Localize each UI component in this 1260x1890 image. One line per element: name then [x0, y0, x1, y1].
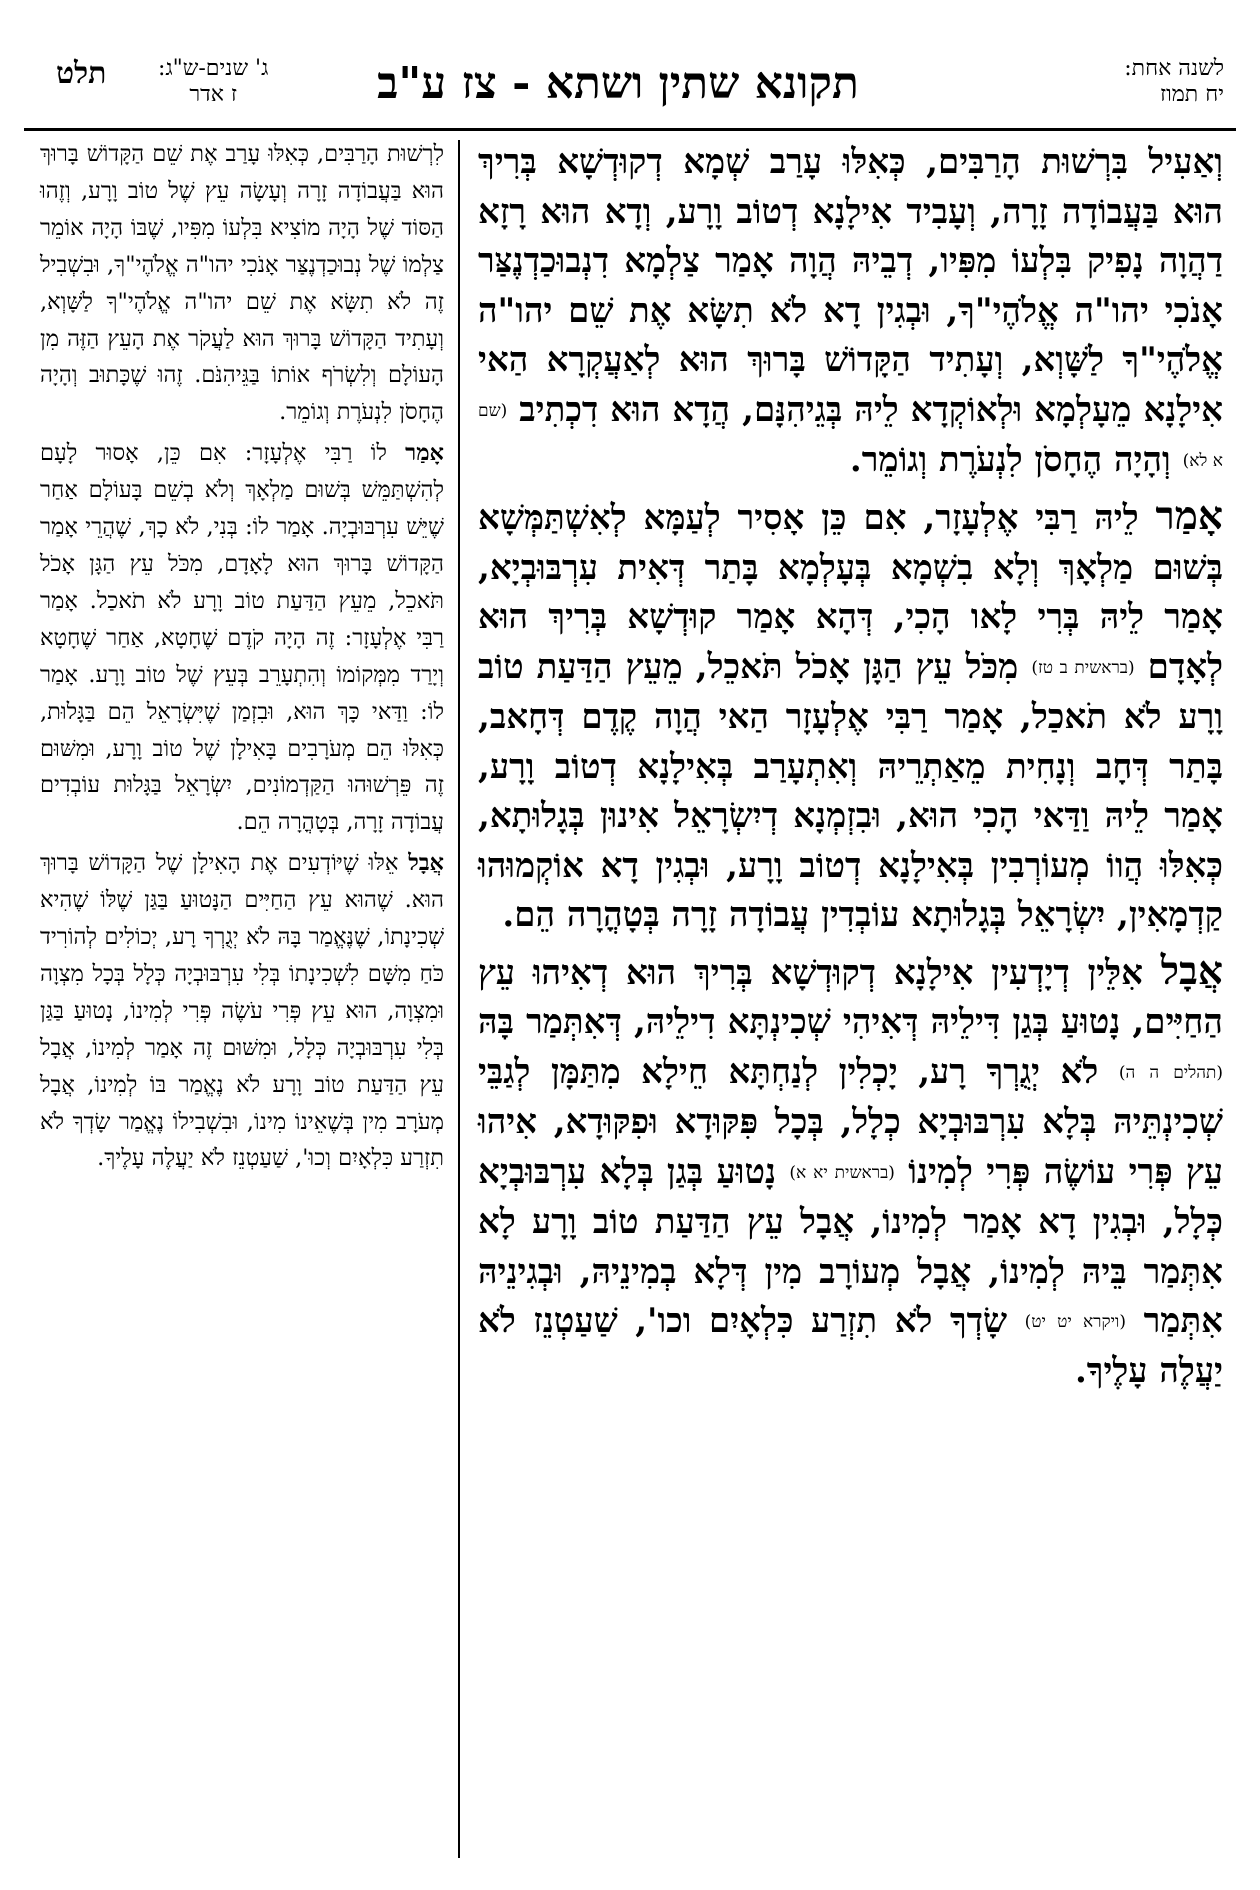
text-segment: וְהָיָה הֶחָסֹן לִנְעֹרֶת וְגוֹמֵר. [849, 439, 1171, 480]
page-header [38, 56, 1224, 126]
translation-paragraph [40, 845, 444, 1177]
paragraph-opener: אֲבָל [408, 850, 445, 877]
header-divider [24, 128, 1236, 131]
source-reference: (בראשית יא א) [789, 1162, 895, 1183]
text-segment: מִכֹּל עֵץ הַגָּן אָכֹל תֹּאכֵל, מֵעֵץ הַדַּעַת טוֹב וָרָע לֹא תֹאכַל, אָמַר רַבִּי אֶלְעָזָר הַאי הֲוָה קֶדֶם דְּחָאב, בָּתַר דְּחָב וְנָחִית מֵאַתְרֵיהּ וְאִתְעָרַב בְּאִילָנָא דְטוֹב וָרָע, אָמַר לֵיהּ וַדַּאי הָכִי הוּא, וּבִזְמְנָא דְיִשְׂרָאֵל אִינוּן בְּגָלוּתָא, כְּאִלּוּ הֲווֹ מְעוֹרְבִין בְּאִילָנָא דְטוֹב וָרָע, וּבְגִין דָא אוֹקְמוּהוּ קַדְמָאִין, יִשְׂרָאֵל בְּגָלוּתָא עוֹבְדִין עֲבוֹדָה זָרָה בְּטָהֳרָה הֵם. [478, 646, 1223, 936]
text-segment: לִרְשׁוּת הָרַבִּים, כְּאִלּוּ עָרַב אֶת שֵׁם הַקָּדוֹשׁ בָּרוּךְ הוּא בַּעֲבוֹדָה זָרָה וְעָשָׂה עֵץ שֶׁל טוֹב וָרָע, וְזֶהוּ הַסּוֹד שֶׁל הָיָה מוֹצִיא בִּלְעוֹ מִפִּיו, שֶׁבּוֹ הָיָה אוֹמֵר צַלְמוֹ שֶׁל נְבוּכַדְנֶצַּר אָנֹכִי יהו"ה אֱלֹהֶי"ךָ, וּבִשְׁבִיל זֶה לֹא תִשָּׂא אֶת שֵׁם יהו"ה אֱלֹהֶי"ךָ לַשָּׁוְא, וְעָתִיד הַקָּדוֹשׁ בָּרוּךְ הוּא לַעֲקֹר אֶת הָעֵץ הַזֶּה מִן הָעוֹלָם וְלִשְׂרֹף אוֹתוֹ בַּגֵּיהִנֹּם. זֶהוּ שֶׁכָּתוּב וְהָיָה הֶחָסֹן לִנְעֹרֶת וְגוֹמֵר. [40, 141, 444, 426]
text-segment: אֵלּוּ שֶׁיּוֹדְעִים אֶת הָאִילָן שֶׁל הַקָּדוֹשׁ בָּרוּךְ הוּא. שֶׁהוּא עֵץ הַחַיִּים הַנָּטוּעַ בַּגַּן שֶׁלּוֹ שֶׁהִיא שְׁכִינָתוֹ, שֶׁנֶּאֱמַר בָּהּ לֹא יְגֻרְךָ רָע, יְכוֹלִים לְהוֹרִיד כֹּחַ מִשָּׁם לִשְׁכִינָתוֹ בְּלִי עִרְבּוּבְיָה כְּלָל בְּכָל מִצְוָה וּמִצְוָה, הוּא עֵץ פְּרִי עֹשֶׂה פְּרִי לְמִינוֹ, נָטוּעַ בַּגַּן בְּלִי עִרְבּוּבְיָה כְּלָל, וּמִשּׁוּם זֶה אָמַר לְמִינוֹ, אֲבָל עֵץ הַדַּעַת טוֹב וָרָע לֹא נֶאֱמַר בּוֹ לְמִינוֹ, אֲבָל מְעֹרָב מִין בְּשֶׁאֵינוֹ מִינוֹ, וּבִשְׁבִילוֹ נֶאֱמַר שָׂדְךָ לֹא תִזְרַע כִּלְאָיִם וְכוּ', שַׁעַטְנֵז לֹא יַעֲלֶה עָלֶיךָ. [40, 850, 444, 1172]
daily-schedule-one-year [1124, 56, 1224, 108]
text-segment: נָטוּעַ בְּגַן בְּלָא עִרְבּוּבְיָא כְּלָל, וּבְגִין דָא אָמַר לְמִינוֹ, אֲבָל עֵץ הַדַּעַת טוֹב וָרָע לָא אִתְּמַר בֵּיהּ לְמִינוֹ, אֲבָל מְעוֹרָב מִין דְּלָא בְמִינֵיהּ, וּבְגִינֵיהּ אִתְּמַר [478, 1151, 1224, 1342]
main-paragraph [478, 492, 1223, 940]
paragraph-opener: אָמַר [405, 440, 444, 467]
translation-paragraph [40, 435, 444, 841]
main-paragraph [478, 947, 1223, 1397]
paragraph-opener: אָמַר [1155, 493, 1223, 540]
column-divider [458, 140, 460, 1858]
schedule-label: ג' שנים-ש"ג: [158, 56, 269, 81]
page-number: תלט [56, 56, 107, 91]
text-segment: וְאַעִיל בִּרְשׁוּת הָרַבִּים, כְּאִלּוּ עָרַב שְׁמָא דְקוּדְשָׁא בְּרִיךְ הוּא בַּעֲבוֹדָה זָרָה, וְעָבִיד אִילָנָא דְטוֹב וָרָע, וְדָא הוּא רָזָא דַהֲוָה נָפִיק בִּלְעוֹ מִפִּיו, דְבֵיהּ הֲוָה אָמַר צַלְמָא דִנְבוּכַדְנֶצַּר אָנֹכִי יהו"ה אֱלֹהֶי"ךָ, וּבְגִין דָא לֹא תִשָּׂא אֶת שֵׁם יהו"ה אֱלֹהֶי"ךָ לַשָּׁוְא, וְעָתִיד הַקָּדוֹשׁ בָּרוּךְ הוּא לְאַעֲקְרָא הַאי אִילָנָא מֵעָלְמָא וּלְאוֹקְדָא לֵיהּ בְּגֵיהִנָּם, הֲדָא הוּא דִכְתִיב [478, 142, 1223, 430]
source-reference: (בראשית ב טז) [1031, 657, 1135, 678]
page-title: תקונא שתין ושתא - צז ע"ב [377, 58, 859, 109]
text-segment: לֵיהּ רַבִּי אֶלְעָזָר, אִם כֵּן אָסִיר לְעַמָּא לְאִשְׁתַּמְּשָׁא בְּשׁוּם מַלְאָךְ וְלָא בִשְׁמָא בְּעָלְמָא בָּתַר דְּאִית עִרְבּוּבְיָא, אָמַר לֵיהּ בְּרִי לָאו הָכִי, דְּהָא אָמַר קוּדְשָׁא בְּרִיךְ הוּא לְאָדָם [478, 498, 1223, 687]
text-segment: שָׂדְךָ לֹא תִזְרַע כִּלְאָיִם וכו', שַׁעַטְנֵז לֹא יַעֲלֶה עָלֶיךָ. [478, 1301, 1223, 1392]
main-paragraph [478, 138, 1223, 486]
translation-column [40, 136, 444, 1856]
source-reference: (שם א לא) [478, 400, 1223, 471]
source-reference: (ויקרא יט יט) [1024, 1311, 1127, 1332]
schedule-label: לשנה אחת: [1124, 56, 1224, 81]
main-text-column [478, 138, 1223, 1858]
schedule-date: יח תמוז [1159, 82, 1224, 107]
translation-paragraph [40, 136, 444, 431]
daily-schedule-three-years [158, 56, 268, 108]
text-segment: אִלֵּין דְיָדְעִין אִילָנָא דְקוּדְשָׁא בְּרִיךְ הוּא דְאִיהוּ עֵץ הַחַיִּים, נָטוּעַ בְּגַן דִּילֵיהּ דְּאִיהִי שְׁכִינְתָּא דִילֵיהּ, דְּאִתְּמַר בָּהּ [478, 952, 1223, 1043]
text-segment: לֹא יְגֻרְךָ רָע, יָכְלִין לְנַחְתָּא חֵילָא מִתַּמָּן לְגַבֵּי שְׁכִינְתֵּיהּ בְּלָא עִרְבּוּבְיָא כְלָל, בְּכָל פִּקּוּדָא וּפִקּוּדָא, אִיהוּ עֵץ פְּרִי עוֹשֶׂה פְּרִי לְמִינוֹ [478, 1051, 1223, 1192]
text-segment: לוֹ רַבִּי אֶלְעָזָר: אִם כֵּן, אָסוּר לָעָם לְהִשְׁתַּמֵּשׁ בְּשׁוּם מַלְאָךְ וְלֹא בְשֵׁם בָּעוֹלָם אַחַר שֶׁיֵּשׁ עִרְבּוּבְיָה. אָמַר לוֹ: בְּנִי, לֹא כָךְ, שֶׁהֲרֵי אָמַר הַקָּדוֹשׁ בָּרוּךְ הוּא לָאָדָם, מִכֹּל עֵץ הַגָּן אָכֹל תֹּאכֵל, מֵעֵץ הַדַּעַת טוֹב וָרָע לֹא תֹאכַל. אָמַר רַבִּי אֶלְעָזָר: זֶה הָיָה קֹדֶם שֶׁחָטָא, אַחַר שֶׁחָטָא וְיָרַד מִמְּקוֹמוֹ וְהִתְעָרֵב בְּעֵץ שֶׁל טוֹב וָרָע. אָמַר לוֹ: וַדַּאי כָּךְ הוּא, וּבִזְמַן שֶׁיִּשְׂרָאֵל הֵם בַּגָּלוּת, כְּאִלּוּ הֵם מְעֹרָבִים בָּאִילָן שֶׁל טוֹב וָרָע, וּמִשּׁוּם זֶה פֵּרְשׁוּהוּ הַקַּדְמוֹנִים, יִשְׂרָאֵל בַּגָּלוּת עוֹבְדִים עֲבוֹדָה זָרָה, בְּטָהֳרָה הֵם. [40, 440, 444, 836]
paragraph-opener: אֲבָל [1160, 947, 1223, 994]
schedule-date: ז אדר [189, 82, 238, 107]
source-reference: (תהלים ה ה) [1118, 1062, 1223, 1083]
